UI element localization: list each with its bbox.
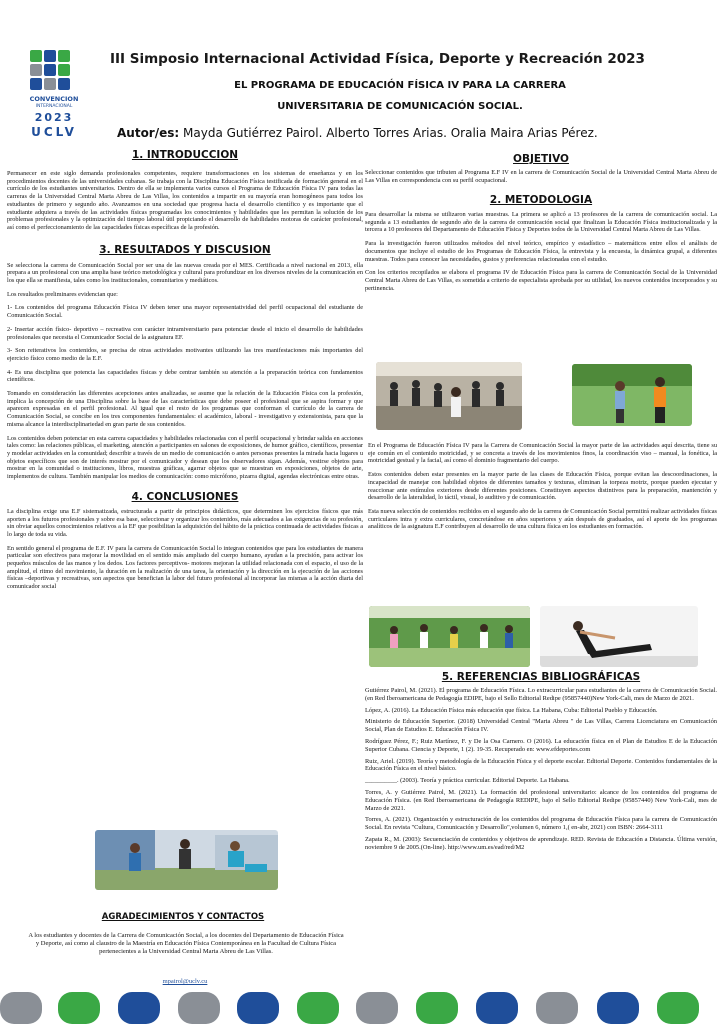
logo-year: 2023 [34, 111, 74, 124]
poster-title-line2: UNIVERSITARIA DE COMUNICACIÓN SOCIAL. [277, 101, 523, 112]
logo-text-top: CONVENCION [29, 95, 79, 103]
footer-decoration-blue [237, 992, 279, 1024]
footer-decoration-gray [178, 992, 220, 1024]
poster-title-line1: EL PROGRAMA DE EDUCACIÓN FÍSICA IV PARA LA CARRERA [234, 80, 566, 91]
contact-email-link[interactable]: mpairol@uclv.cu [162, 978, 208, 985]
authors-line [117, 126, 717, 140]
footer-decoration-green [58, 992, 100, 1024]
references-list [365, 687, 717, 856]
photo-group-class [376, 362, 522, 430]
photo-outdoor-exercise [369, 606, 530, 667]
footer-decoration-green [657, 992, 699, 1024]
footer-decoration-gray [0, 992, 42, 1024]
logo-text-mid: INTERNACIONAL [35, 104, 73, 109]
event-logo [26, 48, 82, 148]
methodology-bottom [368, 442, 717, 537]
footer-decoration-green [297, 992, 339, 1024]
acknowledgements-heading: AGRADECIMIENTOS Y CONTACTOS [101, 912, 265, 922]
results-paragraph: 2- Insertar acción físico- deportivo – recreativa con carácter intramiversitario para potenciar desde el inicio el desarrollo de habilidades profesionales que necesita el Comunicador Social de la asignatura EF. [7, 325, 363, 341]
results-paragraph: Tomando en consideración las diferentes acepciones antes analizadas, se asume que la relación de la Educación Física con la profesión, implica la concepción de una Disciplina sobre la base de las características que debe poseer el profesional que se aspira formar y que aparecen expresadas en el perfil profesional. Al igual que el resto de los programas que conforman el currículo de la carrera de Comunicación Social, se concibe en los tres componentes fundamentales: el académico, laboral - investigativo y extensionista, para que la misma alcance la interdisciplinariedad en gran parte de sus contenidos. [7, 390, 363, 428]
reference-item: Ruiz, Ariel. (2019). Teoría y metodología de la Educación Física y el deporte escolar. Editorial Deporte. Contenidos fundamentales de la Educación Física en el nivel básico. [365, 757, 717, 773]
reference-item: Gutiérrez Pairol, M. (2021). El programa de Educación Física. Lo extracurricular para estudiantes de la carrera de Comunicación Social. (en Red Iberoamericana de Pedagogía EDIPE, bajo el Sello Editorial Redipe (95857440)New York-Cali, mes de Marzo de 2021. [365, 687, 717, 702]
logo-square [44, 64, 56, 76]
footer-decoration-blue [597, 992, 639, 1024]
methodology-paragraph: Para la investigación fueron utilizados métodos del nivel teórico, empírico y estadístico – matemáticos entre ellos el análisis de documentos que incluye el estudio de los Programas de Educación Física, la entrevista y la encuesta, la dinámica grupal, a diferentes muestras. Todos para conocer las necesidades, gustos y preferencias relacionadas con el estudio. [365, 240, 717, 263]
logo-square [58, 64, 70, 76]
acknowledgements-paragraph: A los estudiantes y docentes de la Carrera de Comunicación Social, a los docentes del Departamento de Educación Física y Deporte, así como al claustro de la Maestría en Educación Física Contemporánea en la Facultad de Cultura Física pertenecientes a la Universidad Central Marta Abreu de Las Villas. [28, 932, 344, 955]
reference-item: Torres, A. (2021). Organización y estructuración de los contenidos del programa de Educación Física para la carrera de Comunicación Social. En revista "Cultura, Comunicación y Desarrollo",volumen 6, número 1,( en-abr, 2021) con ISBN: 2664-3111 [365, 816, 717, 832]
results-paragraph: 3- Son reiterativos los contenidos, se precisa de otras actividades motivantes utilizando las tres manifestaciones más importantes del ejercicio físico como medio de la E.F. [7, 347, 363, 362]
objective-paragraph: Seleccionar contenidos que tributen al Programa E.F IV en la carrera de Comunicación Social de la Universidad Central Marta Abreu de Las Villas en correspondencia con su perfil ocupacional. [365, 169, 717, 184]
reference-item: __________. (2003). Teoría y práctica curricular. Editorial Deporte. La Habana. [365, 777, 570, 785]
intro-heading: 1. INTRODUCCION [131, 149, 239, 161]
references-heading: 5. REFERENCIAS BIBLIOGRÁFICAS [441, 671, 641, 683]
reference-item: López, A. (2016). La Educación Física más educación que física. La Habana, Cuba: Editorial Pueblo y Educación. [365, 706, 658, 714]
logo-square [30, 50, 42, 62]
photo-outdoor-exercise-image [369, 606, 530, 667]
reference-item: Ministerio de Educación Superior. (2018) Universidad Central "Marta Abreu " de Las Villas, Carrera Licenciatura en Comunicación Social, Plan de Estudios E. Educación Física IV. [365, 718, 717, 734]
photo-students-exercising [95, 830, 278, 890]
footer-decoration-green [416, 992, 458, 1024]
conclusions-paragraph: La disciplina exige una E.F sistematizada, estructurada a partir de principios didácticos, que determinen los ejercicios físicos que más aporten a los futuros profesionales y sobre esa base, seleccionar y organizar los contenidos, más adecuados a las exigencias de su profesión, sin obviar aquellos conocimientos relativos a la EF que posibilitan la adquisición del hábito de la práctica continuada de actividades físicas a lo largo de toda su vida. [7, 507, 363, 538]
results-paragraph: 4- Es una disciplina que potencia las capacidades físicas y debe centrar también su atención a la preparación teórica con fundamentos científicos. [7, 368, 363, 384]
conclusions-heading: 4. CONCLUSIONES [131, 490, 239, 503]
conclusions-paragraph: En sentido general el programa de E.F. IV para la carrera de Comunicación Social lo integran contenidos que para los estudiantes de manera particular son efectivos para mejorar la movilidad en el sentido más ampliado del cuerpo humano, ayudan a la precisión, para activar los pequeños músculos de las manos y los dedos. Los factores perceptivos- motores mejoran la utilidad relacionada con el espacio, el uso de la amplitud, el ritmo del movimiento, la duración en la realización de una tarea, la orientación y la dirección en la ejecución de las acciones físicas –deportivas y recreativas, son aspectos que benefician la labor del futuro profesional al incorporar las mismas a la acción diaria del comunicador social [7, 544, 363, 591]
logo-square [58, 78, 70, 90]
methodology-paragraph: Para desarrollar la misma se utilizaron varias muestras. La primera se aplicó a 13 profesores de la carrera de comunicación social. La segunda a 13 estudiantes de segundo año de la carrera de comunicación social que finalizan la Educación Física institucionalizada y la tercera a 10 profesores del Departamento de Educación Física y Deportes todos de la Universidad Central Marta Abreu de Las Villas. [365, 211, 717, 234]
methodology-paragraph: Estos contenidos deben estar presentes en la mayor parte de las clases de Educación Física, porque evitan las descoordinaciones, la incapacidad de manejar con habilidad objetos de diferentes tamaños y texturas, eliminan la torpeza motriz, porque pueden ejecutar y reaccionar ante estímulos exteriores desde diferentes posiciones. Constituyen aspectos distintivos para la preparación, mantención y desarrollo de la lateralidad, lo táctil, visual, lo auditivo y de comunicación. [368, 471, 717, 502]
footer-decoration-gray [536, 992, 578, 1024]
photo-pilates-exercise-image [540, 606, 698, 667]
footer-decoration-blue [118, 992, 160, 1024]
methodology-top [365, 211, 717, 298]
results-paragraph: 1- Los contenidos del programa Educación Física IV deben tener una mayor representatividad del perfil ocupacional del estudiante de Comunicación Social. [7, 304, 363, 320]
reference-item: Zapata R., M. (2003): Secuenciación de contenidos y objetivos de aprendizaje. RED. Revista de Educación a Distancia. Última versión, noviembre 9 de 2005.(On-line). http://www.um.es/ead/red/M2 [365, 835, 717, 851]
footer-decoration-gray [356, 992, 398, 1024]
reference-item: Torres, A. y Gutiérrez Pairol, M. (2021). La formación del profesional universitario: alcance de los contenidos del programa de Educación Física. (en Red Iberoamericana de Pedagogía REDIPE, bajo el Sello Editorial Redipe (95857440) New York-Cali, mes de Marzo de 2021. [365, 788, 717, 812]
photo-students-exercising-image [95, 830, 278, 890]
authors-label: Autor/es: [117, 126, 180, 140]
footer-decoration-blue [476, 992, 518, 1024]
logo-square [44, 50, 56, 62]
logo-square [30, 78, 42, 90]
intro-paragraph: Permanecer en este siglo demanda profesionales competentes, requiere transformaciones en los sistemas de enseñanza y en los procedimientos docentes de las universidades cubanas. Se trabaja con la Disciplina Educación Física testificada de formación general en el currículo de los estudiantes universitarios. Dentro de ella se implementa varios cursos el Programa de Educación Física IV para todas las carreras de la Universidad Central Marta Abreu de Las Villas, los contenidos a impartir en su mayoría eran homogéneos para todos los estudiantes de primero y segundo año. Avanzamos en una sociedad que progresa hacia el desarrollo científico y es importante que el estudiante adquiera a través de las actividades físicas programadas los conocimientos y habilidades que les permitan la solución de los problemas profesionales y la optimización del tiempo laboral útil propiciando el desarrollo de habilidades motoras de carácter profesional, así como el perfeccionamiento de las capacidades físicas específicas de la profesión. [7, 170, 363, 231]
methodology-paragraph: En el Programa de Educación Física IV para la Carrera de Comunicación Social la mayor parte de las actividades aquí descrita, tiene su eje común en el contenido motricidad, y se concreta a través de los movimientos finos, la coordinación viso – manual, la fonética, la motricidad gestual y la facial, así como el dominio fragmentario del cuerpo. [368, 442, 717, 465]
results-heading: 3. RESULTADOS Y DISCUSION [99, 243, 271, 256]
methodology-heading: 2. METODOLOGIA [489, 194, 593, 206]
logo-university: UCLV [31, 125, 77, 139]
logo-square [30, 64, 42, 76]
photo-group-class-image [376, 362, 522, 430]
logo-square [44, 78, 56, 90]
logo-square [58, 50, 70, 62]
results-paragraph: Los contenidos deben potenciar en esta carrera capacidades y habilidades relacionadas con el perfil ocupacional y brindar salida en acciones tales como: las relaciones públicas, el marketing, atención a participantes en salones de exposiciones, de humor gráfico, científicos, presentar y modelar actividades en la comunidad; describir a través de un medio de comunicación o antes personas presentes la mirada hacia lugares u objetos específicos que son de interés mostrar por el comunicador y desean que los observadores sigan. Además, vestirse objetos para mostrar en la comunidad o instituciones, libros, muestras gráficas, agarrar objetos que se muestran en exposiciones, objetos de arte, implementos de cultura. También manipular los medios de comunicación: como micrófono, pizarra digital, agendas electrónicas entre otras. [7, 434, 363, 481]
photo-pilates-exercise [540, 606, 698, 667]
authors-names: Mayda Gutiérrez Pairol. Alberto Torres Arias. Oralia Maira Arias Pérez. [183, 126, 598, 140]
left-column [7, 149, 363, 597]
objective-heading: OBJETIVO [513, 153, 569, 165]
photo-outdoor-pair [572, 364, 692, 426]
symposium-title: III Simposio Internacional Actividad Física, Deporte y Recreación 2023 [110, 51, 645, 67]
results-paragraph: Los resultados preliminares evidencian que: [7, 290, 118, 298]
methodology-paragraph: Esta nueva selección de contenidos recibidos en el segundo año de la carrera de Comunicación Social permitirá realizar actividades físicas curriculares intra y extra curriculares, concretándose en años superiores y aún después de graduados, así el aporte de los programas analíticos de la asignatura E.F contribuyen al desarrollo de una cultura física en los estudiantes en formación. [368, 507, 717, 531]
reference-item: Rodríguez Pérez, F.; Ruiz Martínez, F. y De la Osa Carnero. O (2016). La educación física en el Plan de Estudios E de la Educación Superior Cubana. Ciencia y Deporte, 1 (2). 19-35. Recuperado en: www.efdeportes.com [365, 737, 717, 753]
results-paragraph: Se selecciona la carrera de Comunicación Social por ser una de las nuevas creada por el MES. Certificada a nivel nacional en 2013, ella prepara a un profesional con una amplia base teórico metodológica y cultural para profundizar en los diversos niveles de la comunicación en los que ella se manifiesta, tales como los institucionales, comunitarios y mediáticos. [7, 261, 363, 285]
photo-outdoor-pair-image [572, 364, 692, 426]
methodology-paragraph: Con los criterios recopilados se elabora el programa IV de Educación Física para la carrera de Comunicación Social de la Universidad Central Marta Abreu de Las Villas, es sometida a criterio de especialista aprobada por su utilidad, los nuevos contenidos incorporados y su pertinencia. [365, 269, 717, 292]
